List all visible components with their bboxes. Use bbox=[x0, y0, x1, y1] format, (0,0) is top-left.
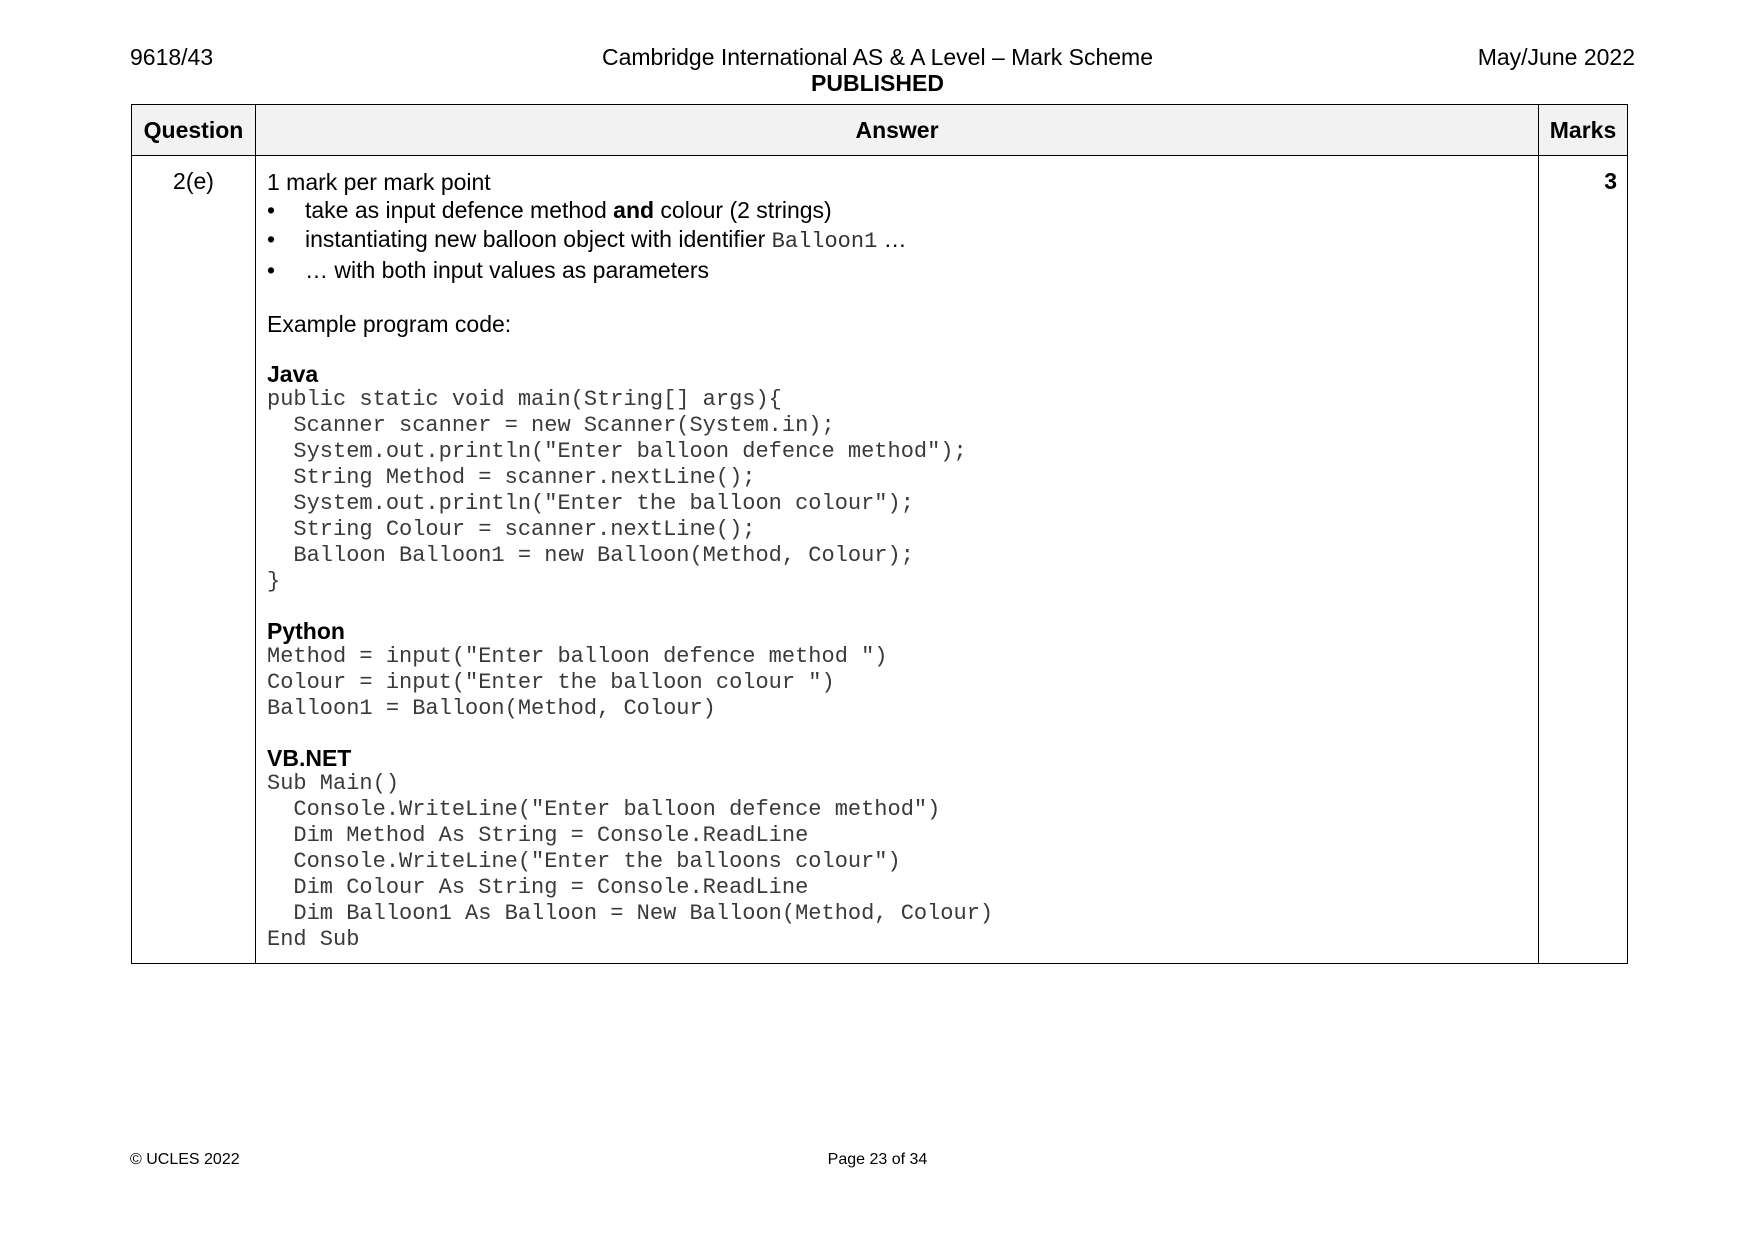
answer-header: Answer bbox=[256, 105, 1539, 156]
python-code-block: Method = input("Enter balloon defence method ") Colour = input("Enter the balloon colour ") Balloon1 = Balloon(Method, Colour) bbox=[267, 644, 888, 721]
bullet-icon: • bbox=[267, 257, 276, 283]
example-label: Example program code: bbox=[267, 311, 512, 337]
exam-session: May/June 2022 bbox=[1477, 44, 1635, 70]
mark-point bbox=[267, 256, 1528, 285]
vbnet-code-block: Sub Main() Console.WriteLine("Enter balloon defence method") Dim Method As String = Console.ReadLine Console.WriteLine("Enter the balloons colour") Dim Colour As String = Console.ReadLine Dim Balloon1 As Balloon = New Balloon(Method, Colour) End Sub bbox=[267, 771, 994, 952]
marks-header: Marks bbox=[1539, 105, 1628, 156]
bullet-icon: • bbox=[267, 197, 276, 223]
mark-points-list bbox=[267, 196, 1528, 285]
copyright-notice: © UCLES 2022 bbox=[130, 1151, 240, 1168]
mark-point-text: instantiating new balloon object with identifier bbox=[305, 226, 772, 252]
mark-point bbox=[267, 196, 1528, 225]
table-header-row bbox=[132, 105, 1628, 156]
mark-point bbox=[267, 225, 1528, 256]
marks-value: 3 bbox=[1539, 156, 1628, 964]
header-title: Cambridge International AS & A Level – Mark Scheme bbox=[601, 44, 1154, 70]
mark-point-text: colour (2 strings) bbox=[654, 197, 832, 223]
bullet-icon: • bbox=[267, 226, 276, 252]
mark-intro: 1 mark per mark point bbox=[267, 169, 491, 195]
paper-code: 9618/43 bbox=[130, 44, 214, 70]
mark-point-text: take as input defence method bbox=[305, 197, 614, 223]
answer-cell bbox=[256, 156, 1539, 964]
question-header: Question bbox=[132, 105, 256, 156]
mark-point-text: … with both input values as parameters bbox=[305, 257, 709, 283]
vbnet-heading: VB.NET bbox=[267, 745, 352, 771]
mark-scheme-table bbox=[131, 104, 1628, 964]
java-heading: Java bbox=[267, 361, 319, 387]
page-number: Page 23 of 34 bbox=[827, 1151, 928, 1168]
table-row bbox=[132, 156, 1628, 964]
identifier-code: Balloon1 bbox=[771, 229, 878, 254]
question-number: 2(e) bbox=[132, 156, 256, 964]
header-published: PUBLISHED bbox=[811, 70, 944, 96]
python-heading: Python bbox=[267, 618, 345, 644]
mark-point-bold: and bbox=[613, 197, 655, 223]
mark-point-text: … bbox=[877, 226, 907, 252]
java-code-block: public static void main(String[] args){ Scanner scanner = new Scanner(System.in); System.out.println("Enter balloon defence method"); String Method = scanner.nextLine(); System.out.println("Enter the balloon colour"); String Colour = scanner.nextLine(); Balloon Balloon1 = new Balloon(Method, Colour); } bbox=[267, 387, 967, 594]
